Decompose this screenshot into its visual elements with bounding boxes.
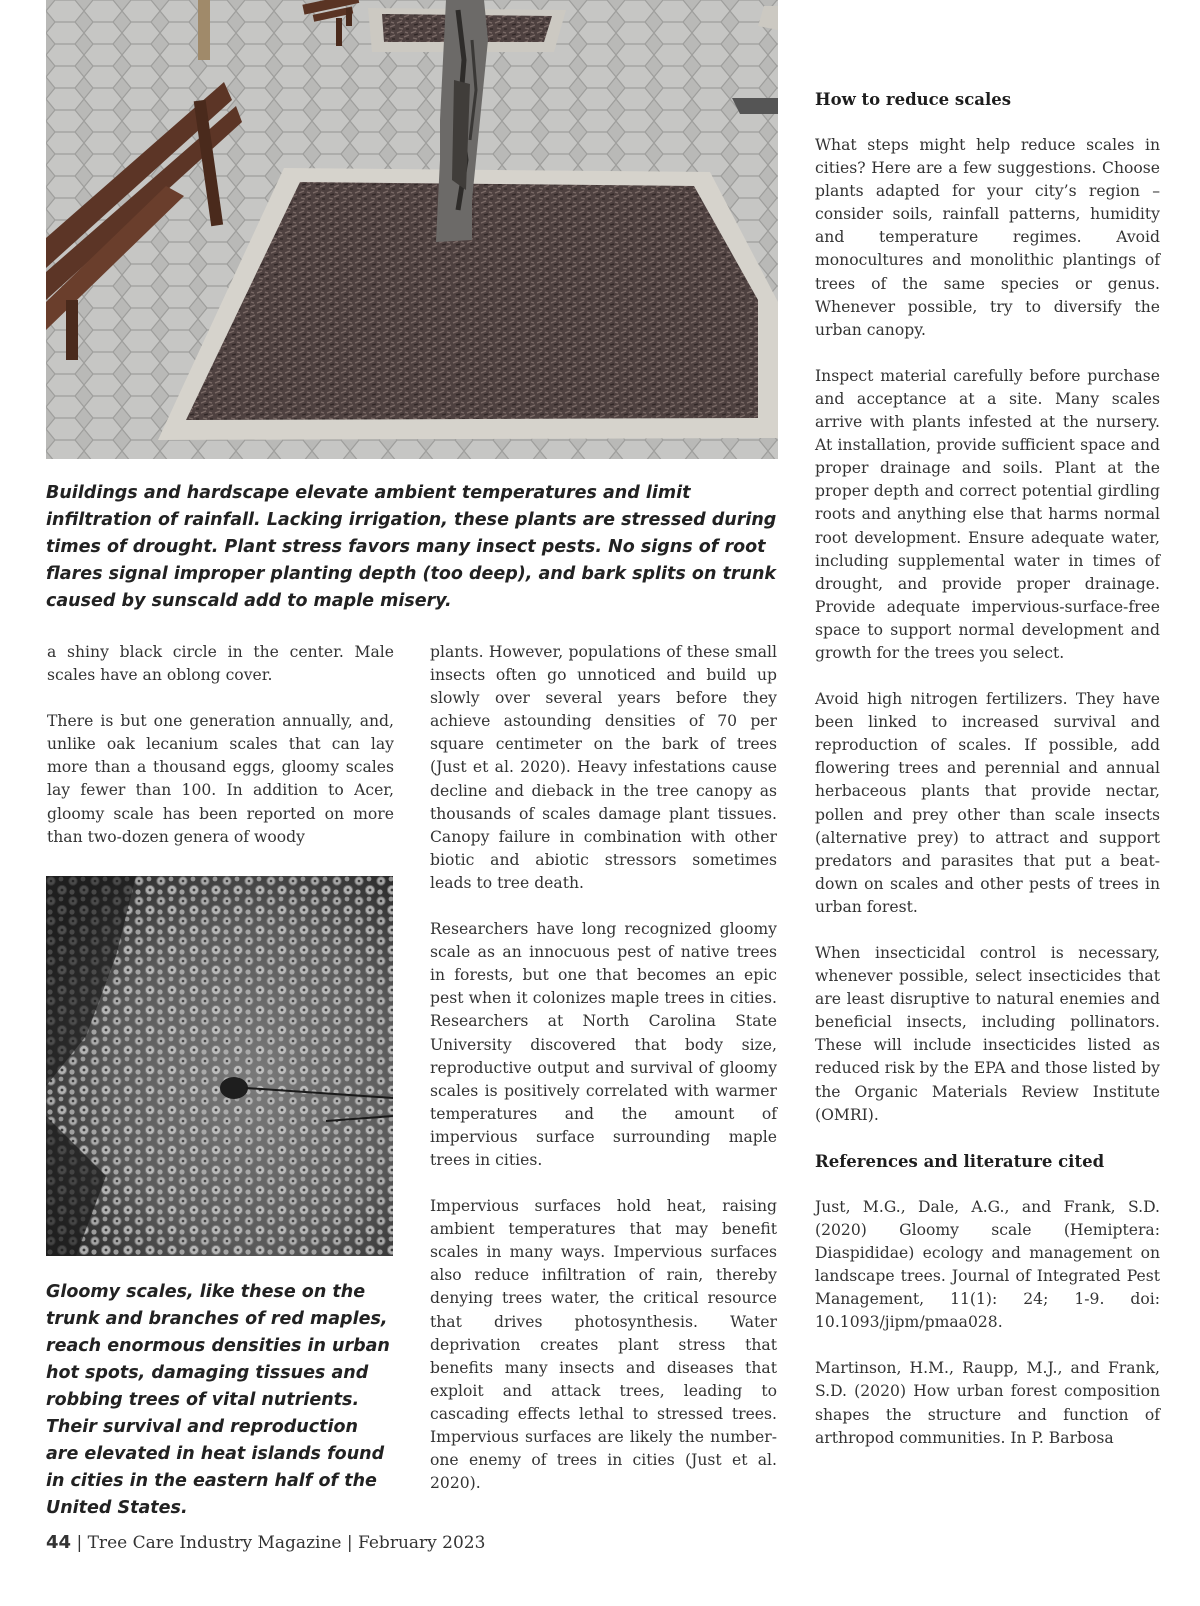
left-paragraph-1: a shiny black circle in the center. Male scales have an oblong cover. [47,643,394,685]
footer-publication: | Tree Care Industry Magazine | February 2023 [71,1533,486,1553]
gloomy-scales-photo-graphic [46,876,393,1256]
middle-paragraph-2: Researchers have long recognized gloomy scale as an innocuous pest of native trees in forests, but one that becomes an epic pest when it colonizes maple trees in cities. Researchers at North Carolina State University discovered that body size, reproductive output and survival of gloomy scales is positively correlated with warmer temperatures and the amount of impervious surface surrounding maple trees in cities. [430,920,777,1169]
middle-paragraph-1: plants. However, populations of these small insects often go unnoticed and build up slowly over several years before they achieve astounding densities of 70 per square centimeter on the bark of trees (Just et al. 2020). Heavy infestations cause decline and dieback in the tree canopy as thousands of scales damage plant tissues. Canopy failure in combination with other biotic and abiotic stressors sometimes leads to tree death. [430,643,777,892]
page-number: 44 [46,1532,72,1553]
right-paragraph-1: What steps might help reduce scales in cities? Here are a few suggestions. Choose plants adapted for your city’s region – consider soils, rainfall patterns, humidity and temperature regimes. Avoid monocultures and monolithic plantings of trees of the same species or genus. Whenever possible, try to diversify the urban canopy. [815,136,1160,339]
reference-2: Martinson, H.M., Raupp, M.J., and Frank, S.D. (2020) How urban forest composition shapes the structure and function of arthropod communities. In P. Barbosa [815,1359,1160,1447]
right-text-column [815,88,1160,1473]
page-footer [46,1532,485,1553]
right-paragraph-3: Avoid high nitrogen fertilizers. They have been linked to increased survival and reproduction of scales. If possible, add flowering trees and perennial and annual herbaceous plants that provide nectar, pollen and prey other than scale insects (alternative prey) to attract and support predators and parasites that put a beat-down on scales and other pests of trees in urban forest. [815,690,1160,916]
right-paragraph-2: Inspect material carefully before purchase and acceptance at a site. Many scales arrive with plants infested at the nursery. At installation, provide sufficient space and proper drainage and soils. Plant at the proper depth and correct potential girdling roots and anything else that harms normal root development. Ensure adequate water, including supplemental water in times of drought, and provide proper drainage. Provide adequate impervious-surface-free space to support normal development and growth for the trees you select. [815,366,1160,662]
top-photo-caption: Buildings and hardscape elevate ambient temperatures and limit infiltration of rainfall. Lacking irrigation, these plants are stressed during times of drought. Plant stress favors many insect pests. No signs of root flares signal improper planting depth (too deep), and bark splits on trunk caused by sunscald add to maple misery. [46,483,777,611]
section-heading-references: References and literature cited [815,1151,1105,1171]
middle-paragraph-3: Impervious surfaces hold heat, raising ambient temperatures that may benefit scales in many ways. Impervious surfaces also reduce infiltration of rain, thereby denying trees water, the critical resource that drives photosynthesis. Water deprivation creates plant stress that benefits many insects and diseases that exploit and attack trees, leading to cascading effects lethal to stressed trees. Impervious surfaces are likely the number-one enemy of trees in cities (Just et al. 2020). [430,1197,777,1493]
left-paragraph-2: There is but one generation annually, and, unlike oak lecanium scales that can lay more than a thousand eggs, gloomy scales lay fewer than 100. In addition to Acer, gloomy scale has been reported on more than two-dozen genera of woody [47,712,394,846]
tree-bed-photo-graphic [46,0,778,459]
left-text-column [47,641,394,872]
gloomy-scales-photo [46,876,393,1256]
middle-text-column [430,641,777,1518]
right-paragraph-4: When insecticidal control is necessary, whenever possible, select insecticides that are least disruptive to natural enemies and beneficial insects, including pollinators. These will include insecticides listed as reduced risk by the EPA and those listed by the Organic Materials Review Institute (OMRI). [815,944,1160,1124]
reference-1: Just, M.G., Dale, A.G., and Frank, S.D. (2020) Gloomy scale (Hemiptera: Diaspididae) ecology and management on landscape trees. Journal of Integrated Pest Management, 11(1): 24; 1-9. doi: 10.1093/jipm/pmaa028. [815,1197,1160,1332]
scales-photo-caption: Gloomy scales, like these on the trunk and branches of red maples, reach enormous densities in urban hot spots, damaging tissues and robbing trees of vital nutrients. Their survival and reproduction are elevated in heat islands found in cities in the eastern half of the United States. [46,1282,390,1518]
tree-bed-photo [46,0,778,459]
section-heading-reduce-scales: How to reduce scales [815,90,1012,109]
